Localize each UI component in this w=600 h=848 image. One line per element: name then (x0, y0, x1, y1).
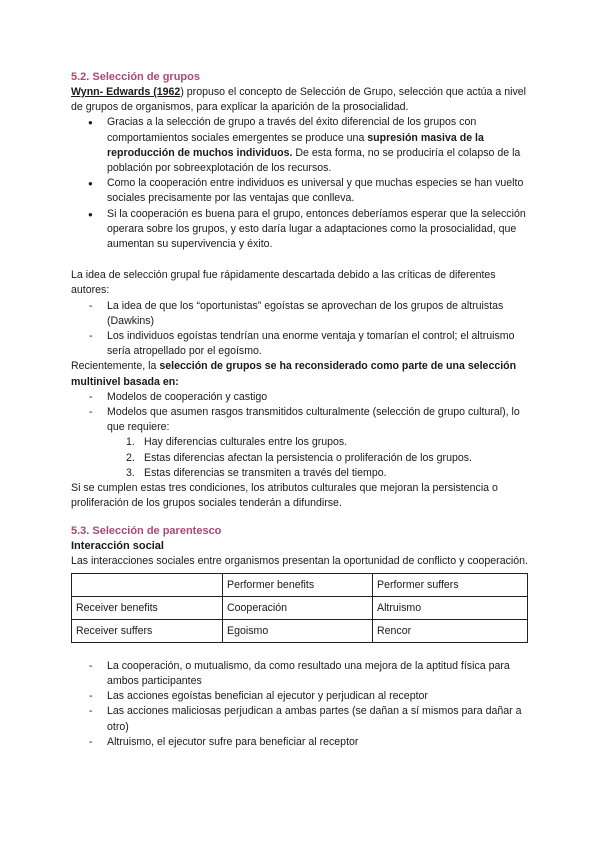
intro-paragraph: Wynn- Edwards (1962) propuso el concepto de Selección de Grupo, selección que actúa a nivel de grupos de organismos, para explicar la aparición de la prosocialidad. (71, 86, 527, 114)
table-cell: Cooperación (223, 596, 373, 619)
list-item: - Los individuos egoístas tendrían una enorme ventaja y tomarían el control; el altruismo sería atropellado por el egoísmo. (107, 329, 531, 359)
list-item: - La cooperación, o mutualismo, da como resultado una mejora de la aptitud física para ambos participantes (107, 659, 531, 689)
interaction-intro: Las interacciones sociales entre organismos presentan la oportunidad de conflicto y cooperación. (71, 555, 528, 568)
table-cell: Rencor (373, 619, 528, 642)
list-item: ● Gracias a la selección de grupo a través del éxito diferencial de los grupos con comportamientos sociales emergentes se produce una supresión masiva de la reproducción de muchos individuos. De esta forma, no se produciría el colapso de la población por sobreexplotación de los recursos. (107, 115, 531, 176)
conditions-list (71, 435, 531, 481)
table-header-cell: Performer benefits (223, 573, 373, 596)
table-row-label: Receiver benefits (72, 596, 223, 619)
table-row (72, 596, 528, 619)
list-item: - Altruismo, el ejecutor sufre para beneficiar al receptor (107, 735, 531, 750)
table-header-cell: Performer suffers (373, 573, 528, 596)
author-citation: Wynn- Edwards (1962 (71, 86, 181, 98)
list-item: ● Como la cooperación entre individuos es universal y que muchas especies se han vuelto sociales precisamente por las ventajas que conlleva. (107, 176, 531, 206)
list-item: - Las acciones egoístas benefician al ejecutor y perjudican al receptor (107, 689, 531, 704)
list-item: 2. Estas diferencias afectan la persistencia o proliferación de los grupos. (126, 451, 472, 464)
table-cell (72, 573, 223, 596)
list-item: - Las acciones maliciosas perjudican a ambas partes (se dañan a sí mismos para dañar a otro) (107, 704, 531, 734)
interaction-table (71, 573, 528, 643)
list-item: ● Si la cooperación es buena para el grupo, entonces deberíamos esperar que la selección operara sobre los grupos, y esto daría lugar a adaptaciones como la prosocialidad, que aumentan su supervivencia y éxito. (107, 207, 531, 253)
spacer (71, 643, 531, 659)
bullet-list (71, 115, 531, 252)
list-item: - Modelos que asumen rasgos transmitidos culturalmente (selección de grupo cultural), lo que requiere: (107, 405, 531, 435)
document-page (71, 70, 531, 750)
table-row-label: Receiver suffers (72, 619, 223, 642)
conclusion-paragraph: Si se cumplen estas tres condiciones, los atributos culturales que mejoran la persistencia o proliferación de los grupos sociales tenderán a difundirse. (71, 482, 498, 510)
section-heading-group-selection: 5.2. Selección de grupos (71, 71, 200, 83)
list-item: - Modelos de cooperación y castigo (107, 390, 531, 405)
models-list (71, 390, 531, 436)
table-cell: Egoismo (223, 619, 373, 642)
table-row (72, 619, 528, 642)
list-item: 3. Estas diferencias se transmiten a través del tiempo. (126, 466, 387, 479)
critics-paragraph: La idea de selección grupal fue rápidamente descartada debido a las críticas de diferentes autores: (71, 269, 496, 297)
spacer (71, 252, 531, 268)
table-cell: Altruismo (373, 596, 528, 619)
interaction-types-list (71, 659, 531, 750)
list-item: - La idea de que los “oportunistas” egoístas se aprovechan de los grupos de altruistas (Dawkins) (107, 299, 531, 329)
table-header-row (72, 573, 528, 596)
subheading-social-interaction: Interacción social (71, 540, 164, 553)
section-heading-kin-selection: 5.3. Selección de parentesco (71, 525, 222, 538)
list-item: 1. Hay diferencias culturales entre los grupos. (126, 436, 348, 449)
spacer (71, 511, 531, 524)
recent-paragraph: Recientemente, la selección de grupos se ha reconsiderado como parte de una selección multinivel basada en: (71, 360, 517, 388)
critics-list (71, 299, 531, 360)
